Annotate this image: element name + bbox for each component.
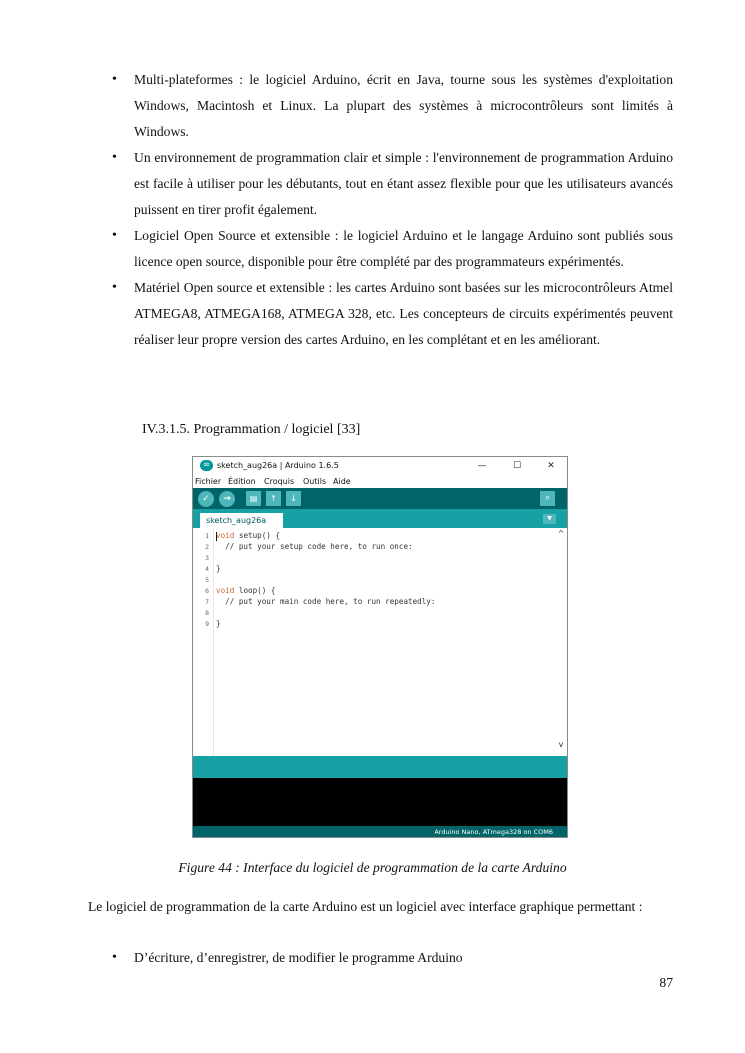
verify-button[interactable]: ✓ [198, 491, 214, 507]
code-line: // put your setup code here, to run once: [216, 542, 413, 551]
menu-outils[interactable]: Outils [303, 477, 327, 486]
vertical-scrollbar[interactable] [555, 529, 567, 756]
code-line: // put your main code here, to run repeatedly: [216, 597, 436, 606]
minimize-button[interactable]: — [477, 461, 487, 471]
code-line: } [216, 564, 221, 573]
tab-bar [193, 509, 567, 528]
serial-monitor-button[interactable]: ⌕ [540, 491, 555, 506]
menu-bar [193, 475, 567, 488]
board-status-bar [193, 826, 567, 838]
list-item: • Un environnement de programmation clair et simple : l'environnement de programmation Arduino est facile à utiliser pour les débutants, tout en étant assez flexible pour que les utilisateurs avancés puissent en tirer profit également. [88, 145, 673, 223]
line-number: 2 [205, 543, 209, 551]
body-paragraph: Le logiciel de programmation de la carte Arduino est un logiciel avec interface graphique permettant : [88, 899, 643, 914]
menu-croquis[interactable]: Croquis [264, 477, 295, 486]
line-number: 4 [205, 565, 209, 573]
line-number-gutter [193, 529, 214, 756]
new-sketch-button[interactable]: ▤ [246, 491, 261, 506]
line-number: 8 [205, 609, 209, 617]
list-item: • D’écriture, d’enregistrer, de modifier le programme Arduino [88, 945, 673, 971]
menu-fichier[interactable]: Fichier [195, 477, 222, 486]
code-line: void loop() { [216, 586, 276, 595]
menu-edition[interactable]: Édition [228, 477, 256, 486]
line-number: 6 [205, 587, 209, 595]
open-button[interactable]: ↑ [266, 491, 281, 506]
upload-button[interactable]: → [219, 491, 235, 507]
scroll-up-icon[interactable]: ^ [557, 529, 565, 538]
list-item: • Logiciel Open Source et extensible : le logiciel Arduino et le langage Arduino sont publiés sous licence open source, disponible pour être complété par des programmateurs expérimentés. [88, 223, 673, 275]
figure-caption: Figure 44 : Interface du logiciel de programmation de la carte Arduino [178, 860, 567, 875]
console-output [193, 778, 567, 826]
capabilities-list [88, 945, 673, 971]
tab-menu-button[interactable]: ▼ [543, 514, 556, 524]
title-bar [193, 457, 567, 475]
toolbar [193, 488, 567, 509]
list-item: • Matériel Open source et extensible : les cartes Arduino sont basées sur les microcontrôleurs Atmel ATMEGA8, ATMEGA168, ATMEGA 328, etc. Les concepteurs de circuits expérimentés peuvent réaliser leur propre version des cartes Arduino, en les complétant et en les améliorant. [88, 275, 673, 353]
message-area [193, 756, 567, 778]
menu-aide[interactable]: Aide [333, 477, 351, 486]
line-number: 1 [205, 532, 209, 540]
code-line: void setup() { [216, 531, 281, 540]
maximize-button[interactable]: ☐ [512, 461, 522, 471]
window-title: sketch_aug26a | Arduino 1.6.5 [217, 461, 339, 470]
list-item: • Multi-plateformes : le logiciel Arduino, écrit en Java, tourne sous les systèmes d'exploitation Windows, Macintosh et Linux. La plupart des systèmes à microcontrôleurs sont limités à Windows. [88, 67, 673, 145]
section-heading: IV.3.1.5. Programmation / logiciel [33] [142, 422, 361, 437]
scroll-down-icon[interactable]: v [558, 740, 564, 749]
board-port-label: Arduino Nano, ATmega328 on COM6 [434, 828, 553, 836]
line-number: 3 [205, 554, 209, 562]
line-number: 7 [205, 598, 209, 606]
line-number: 9 [205, 620, 209, 628]
code-line: } [216, 619, 221, 628]
feature-list [88, 67, 673, 353]
arduino-ide-window [192, 456, 568, 838]
code-editor[interactable] [193, 529, 567, 756]
page-number: 87 [659, 975, 673, 990]
close-button[interactable]: ✕ [547, 461, 555, 471]
arduino-logo-icon [200, 460, 213, 471]
save-button[interactable]: ↓ [286, 491, 301, 506]
line-number: 5 [205, 576, 209, 584]
tab-sketch[interactable]: sketch_aug26a [200, 513, 283, 528]
